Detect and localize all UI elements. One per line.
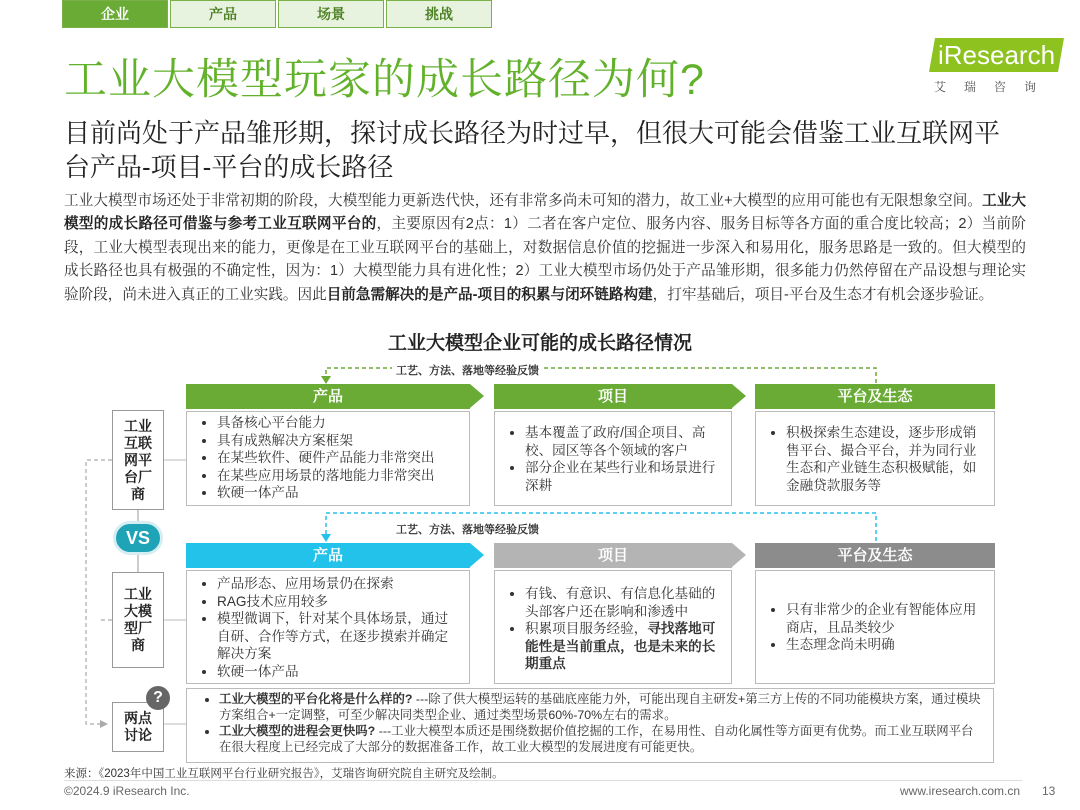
website: www.iresearch.com.cn	[900, 784, 1021, 798]
source-note: 来源：《2023年中国工业互联网平台行业研究报告》，艾瑞咨询研究院自主研究及绘制。	[64, 768, 504, 780]
list-item: • 具有成熟解决方案框架	[217, 432, 469, 450]
para-part-3: ，打牢基础后，项目-平台及生态才有机会逐步验证。	[652, 286, 994, 303]
list-item: • 只有非常少的企业有智能体应用商店，且品类较少	[786, 601, 986, 636]
llm-head-platform: 平台及生态	[755, 543, 995, 568]
list-item-bold: 寻找落地可能性是当前重点，也是未来的长期重点	[525, 621, 716, 671]
side-label-llm-text: 工业大模型厂商	[124, 586, 152, 653]
list-item: • 软硬一体产品	[217, 663, 459, 681]
iip-product-box	[186, 411, 470, 506]
list-item: • 基本覆盖了政府/国企项目、高校、园区等各个领域的客户	[525, 424, 725, 459]
llm-platform-box	[755, 570, 995, 684]
iip-project-box	[494, 411, 732, 506]
iip-platform-box	[755, 411, 995, 506]
diagram-title: 工业大模型企业可能的成长路径情况	[387, 333, 692, 354]
footer-divider	[64, 780, 1022, 781]
logo-subtext: 艾瑞咨询	[934, 80, 1055, 94]
side-label-iip-text: 工业互联网平台厂商	[124, 417, 152, 502]
arrow-right-icon	[732, 384, 746, 408]
tab-scenario[interactable]: 场景	[278, 0, 384, 28]
list-item	[219, 691, 985, 723]
page-number: 13	[1042, 784, 1056, 798]
vs-badge: VS	[113, 521, 163, 555]
feedback-label-bottom: 工艺、方法、落地等经验反馈	[392, 521, 543, 537]
llm-head-project: 项目	[494, 543, 732, 568]
list-item: • 有钱、有意识、有信息化基础的头部客户还在影响和渗透中	[525, 585, 723, 620]
iip-head-project: 项目	[494, 384, 732, 409]
list-item: • 具备核心平台能力	[217, 414, 469, 432]
side-label-iip	[112, 410, 164, 510]
answer-2: ---工业大模型本质还是围绕数据价值挖掘的工作，在易用性、自动化属性等方面更有优势。而工业互联网平台在很大程度上已经完成了大部分的数据准备工作，故工业大模型的发展进度有可能更快。	[219, 724, 974, 754]
list-item	[219, 723, 985, 755]
llm-project-box	[494, 570, 732, 684]
side-label-llm	[112, 572, 164, 668]
tab-challenge[interactable]: 挑战	[386, 0, 492, 28]
question-1: 工业大模型的平台化将是什么样的?	[219, 692, 413, 706]
arrow-right-icon	[470, 543, 484, 567]
question-icon: ?	[146, 686, 170, 710]
copyright: ©2024.9 iResearch Inc.	[64, 784, 190, 798]
answer-1: ---除了供大模型运转的基础底座能力外，可能出现自主研发+第三方上传的不同功能模块方案，通过模块方案组合+一定调整，可至少解决同类型企业、通过类型场景60%-70%左右的需求。	[219, 692, 981, 722]
list-item-text: 积累项目服务经验，	[525, 621, 648, 636]
discussion-box	[186, 688, 994, 763]
para-bold-1: 工业大模型的成长路径可借鉴与参考工业互联网平台的	[64, 193, 1026, 233]
list-item: • RAG技术应用较多	[217, 593, 459, 611]
para-part-1: 工业大模型市场还处于非常初期的阶段，大模型能力更新迭代快，还有非常多尚未可知的潜力，故工业+大模型的应用可能也有无限想象空间。	[64, 193, 983, 209]
list-item: • 在某些应用场景的落地能力非常突出	[217, 467, 469, 485]
list-item: • 生态理念尚未明确	[786, 636, 986, 654]
side-label-discussion-text: 两点讨论	[124, 710, 152, 743]
list-item: • 产品形态、应用场景仍在探索	[217, 575, 459, 593]
list-item: • 部分企业在某些行业和场景进行深耕	[525, 459, 725, 494]
list-item: • 在某些软件、硬件产品能力非常突出	[217, 449, 469, 467]
feedback-label-top: 工艺、方法、落地等经验反馈	[392, 362, 543, 378]
list-item	[525, 620, 723, 673]
para-bold-2: 目前急需解决的是产品-项目的积累与闭环链路构建	[326, 286, 653, 303]
iip-head-product: 产品	[186, 384, 470, 409]
list-item: • 模型微调下，针对某个具体场景，通过自研、合作等方式，在逐步摸索并确定解决方案	[217, 610, 459, 663]
logo-text: iResearch	[938, 40, 1056, 70]
tab-product[interactable]: 产品	[170, 0, 276, 28]
page-title: 工业大模型玩家的成长路径为何?	[64, 56, 705, 104]
tab-enterprise[interactable]: 企业	[62, 0, 168, 28]
question-2: 工业大模型的进程会更快吗?	[219, 724, 376, 738]
list-item: • 积极探索生态建设，逐步形成销售平台、撮合平台，并为同行业生态和产业链生态积极赋能，如金融贷款服务等	[786, 424, 986, 494]
para-part-2: ，主要原因有2点：1）二者在客户定位、服务内容、服务目标等各方面的重合度比较高；2）当前阶段，工业大模型表现出来的能力，更像是在工业互联网平台的基础上，对数据信息价值的挖掘进一步深入和易用化，服务思路是一致的。但大模型的成长路径也具有极强的不确定性，因为：1）大模型能力具有进化性；2）工业大模型市场仍处于产品雏形期，很多能力仍然停留在产品设想与理论实验阶段，尚未进入真正的工业实践。因此	[64, 216, 1026, 303]
arrow-right-icon	[732, 543, 746, 567]
arrow-right-icon	[470, 384, 484, 408]
list-item: • 软硬一体产品	[217, 484, 469, 502]
llm-head-product: 产品	[186, 543, 470, 568]
page-subtitle: 目前尚处于产品雏形期，探讨成长路径为时过早，但很大可能会借鉴工业互联网平台产品-项目-平台的成长路径	[64, 118, 1001, 182]
llm-product-box	[186, 570, 470, 684]
iip-head-platform: 平台及生态	[755, 384, 995, 409]
